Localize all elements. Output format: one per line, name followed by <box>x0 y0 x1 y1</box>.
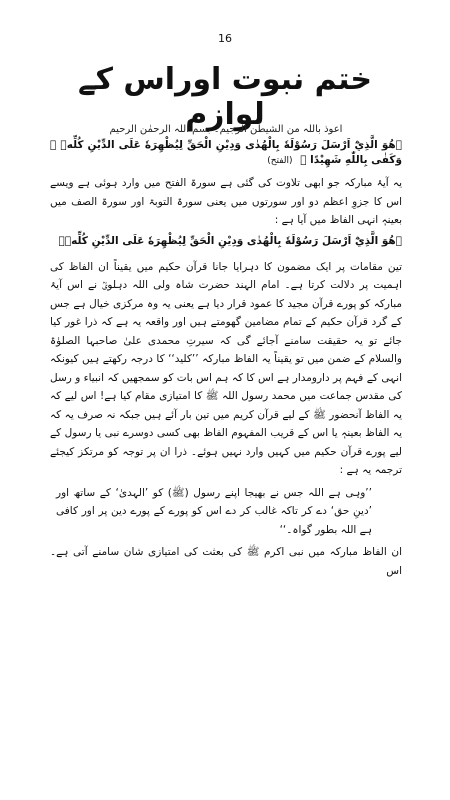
closing-paragraph: ان الفاظ مبارکہ میں نبی اکرم ﷺ کی بعثت کی امتیازی شان سامنے آتی ہے۔ اس <box>50 546 402 577</box>
basmala: اعوذ باللہ من الشیطٰن الرجیم۔ بسم اللہ الرحمٰن الرحیم <box>109 124 343 135</box>
quran-verse-repeat: ﴿هُوَ الَّذِيْٓ اَرْسَلَ رَسُوْلَهٗ بِالْهُدٰى وَدِيْنِ الْحَقِّ لِيُظْهِرَهٗ عَلَى الدِّيْنِ كُلِّهٖ﴾ <box>58 234 402 247</box>
page-content <box>50 124 402 584</box>
intro-paragraph: یہ آیۂ مبارکہ جو ابھی تلاوت کی گئی ہے سورۃ الفتح میں وارد ہوئی ہے ویسے اس کا جزوِ اعظم دو اور سورتوں میں یعنی سورۃ التوبۃ اور سورۃ الصف میں بعینہٖ انہی الفاظ میں آیا ہے : <box>50 177 402 226</box>
page-title: ختم نبوت اوراس کے لوازم <box>77 62 373 132</box>
body-paragraph: تین مقامات پر ایک مضمون کا دہرایا جانا قرآن حکیم میں یقیناً ان الفاظ کی اہمیت پر دلالت کرتا ہے۔ امام الہند حضرت شاہ ولی اللہ دہلویؒ نے اس آیۂ مبارکہ کو پورے قرآن مجید کا عمود قرار دیا ہے یعنی یہ وہ مرکزی خیال ہے جس کے گرد قرآن حکیم کے تمام مضامین گھومتے ہیں اور واقعہ یہ ہے کہ ذرا غور کیا جائے تو یہ حقیقت سامنے آجائے گی کہ سیرتِ محمدی علیٰ صاحبہا الصلوٰۃ والسلام کے ضمن میں تو یقیناً یہ الفاظ مبارکہ ’’کلید‘‘ کا درجہ رکھتے ہیں کیونکہ انہی کے فہم پر دارومدار ہے اس کا کہ ہم اس بات کو سمجھیں کہ انبیاء و رسل کی مقدس جماعت میں محمد رسول اللہ ﷺ کا امتیازی مقام کیا ہے! اس لیے کہ یہ الفاظ آنحضور ﷺ کے لیے قرآن کریم میں تین بار آئے ہیں جبکہ نہ صرف یہ کہ یہ الفاظ بعینہٖ یا اس کے قریب المفہوم الفاظ بھی کسی دوسرے نبی یا رسول کے لیے پورے قرآن حکیم میں کہیں وارد نہیں ہوئے۔ ذرا ان پر توجہ کو مرتکز کیجئے ترجمہ یہ ہے : <box>50 260 402 476</box>
verse-text: ﴿هُوَ الَّذِيْٓ اَرْسَلَ رَسُوْلَهٗ بِالْهُدٰى وَدِيْنِ الْحَقِّ لِيُظْهِرَهٗ عَلَى الدِّيْنِ كُلِّهٖ ۭ وَكَفٰى بِاللّٰهِ شَهِيْدًا ﴾ <box>50 139 402 166</box>
page-number: 16 <box>218 32 232 45</box>
quran-verse <box>50 138 402 169</box>
verse-translation: ’’وہی ہے اللہ جس نے بھیجا اپنے رسول (ﷺ) کو ’الہدیٰ‘ کے ساتھ اور ’دینِ حق‘ دے کر تاکہ غالب کر دے اس کو پورے کے پورے دین پر اور کافی ہے اللہ بطور گواہ۔‘‘ <box>56 486 372 536</box>
verse-reference: (الفتح) <box>267 156 293 166</box>
